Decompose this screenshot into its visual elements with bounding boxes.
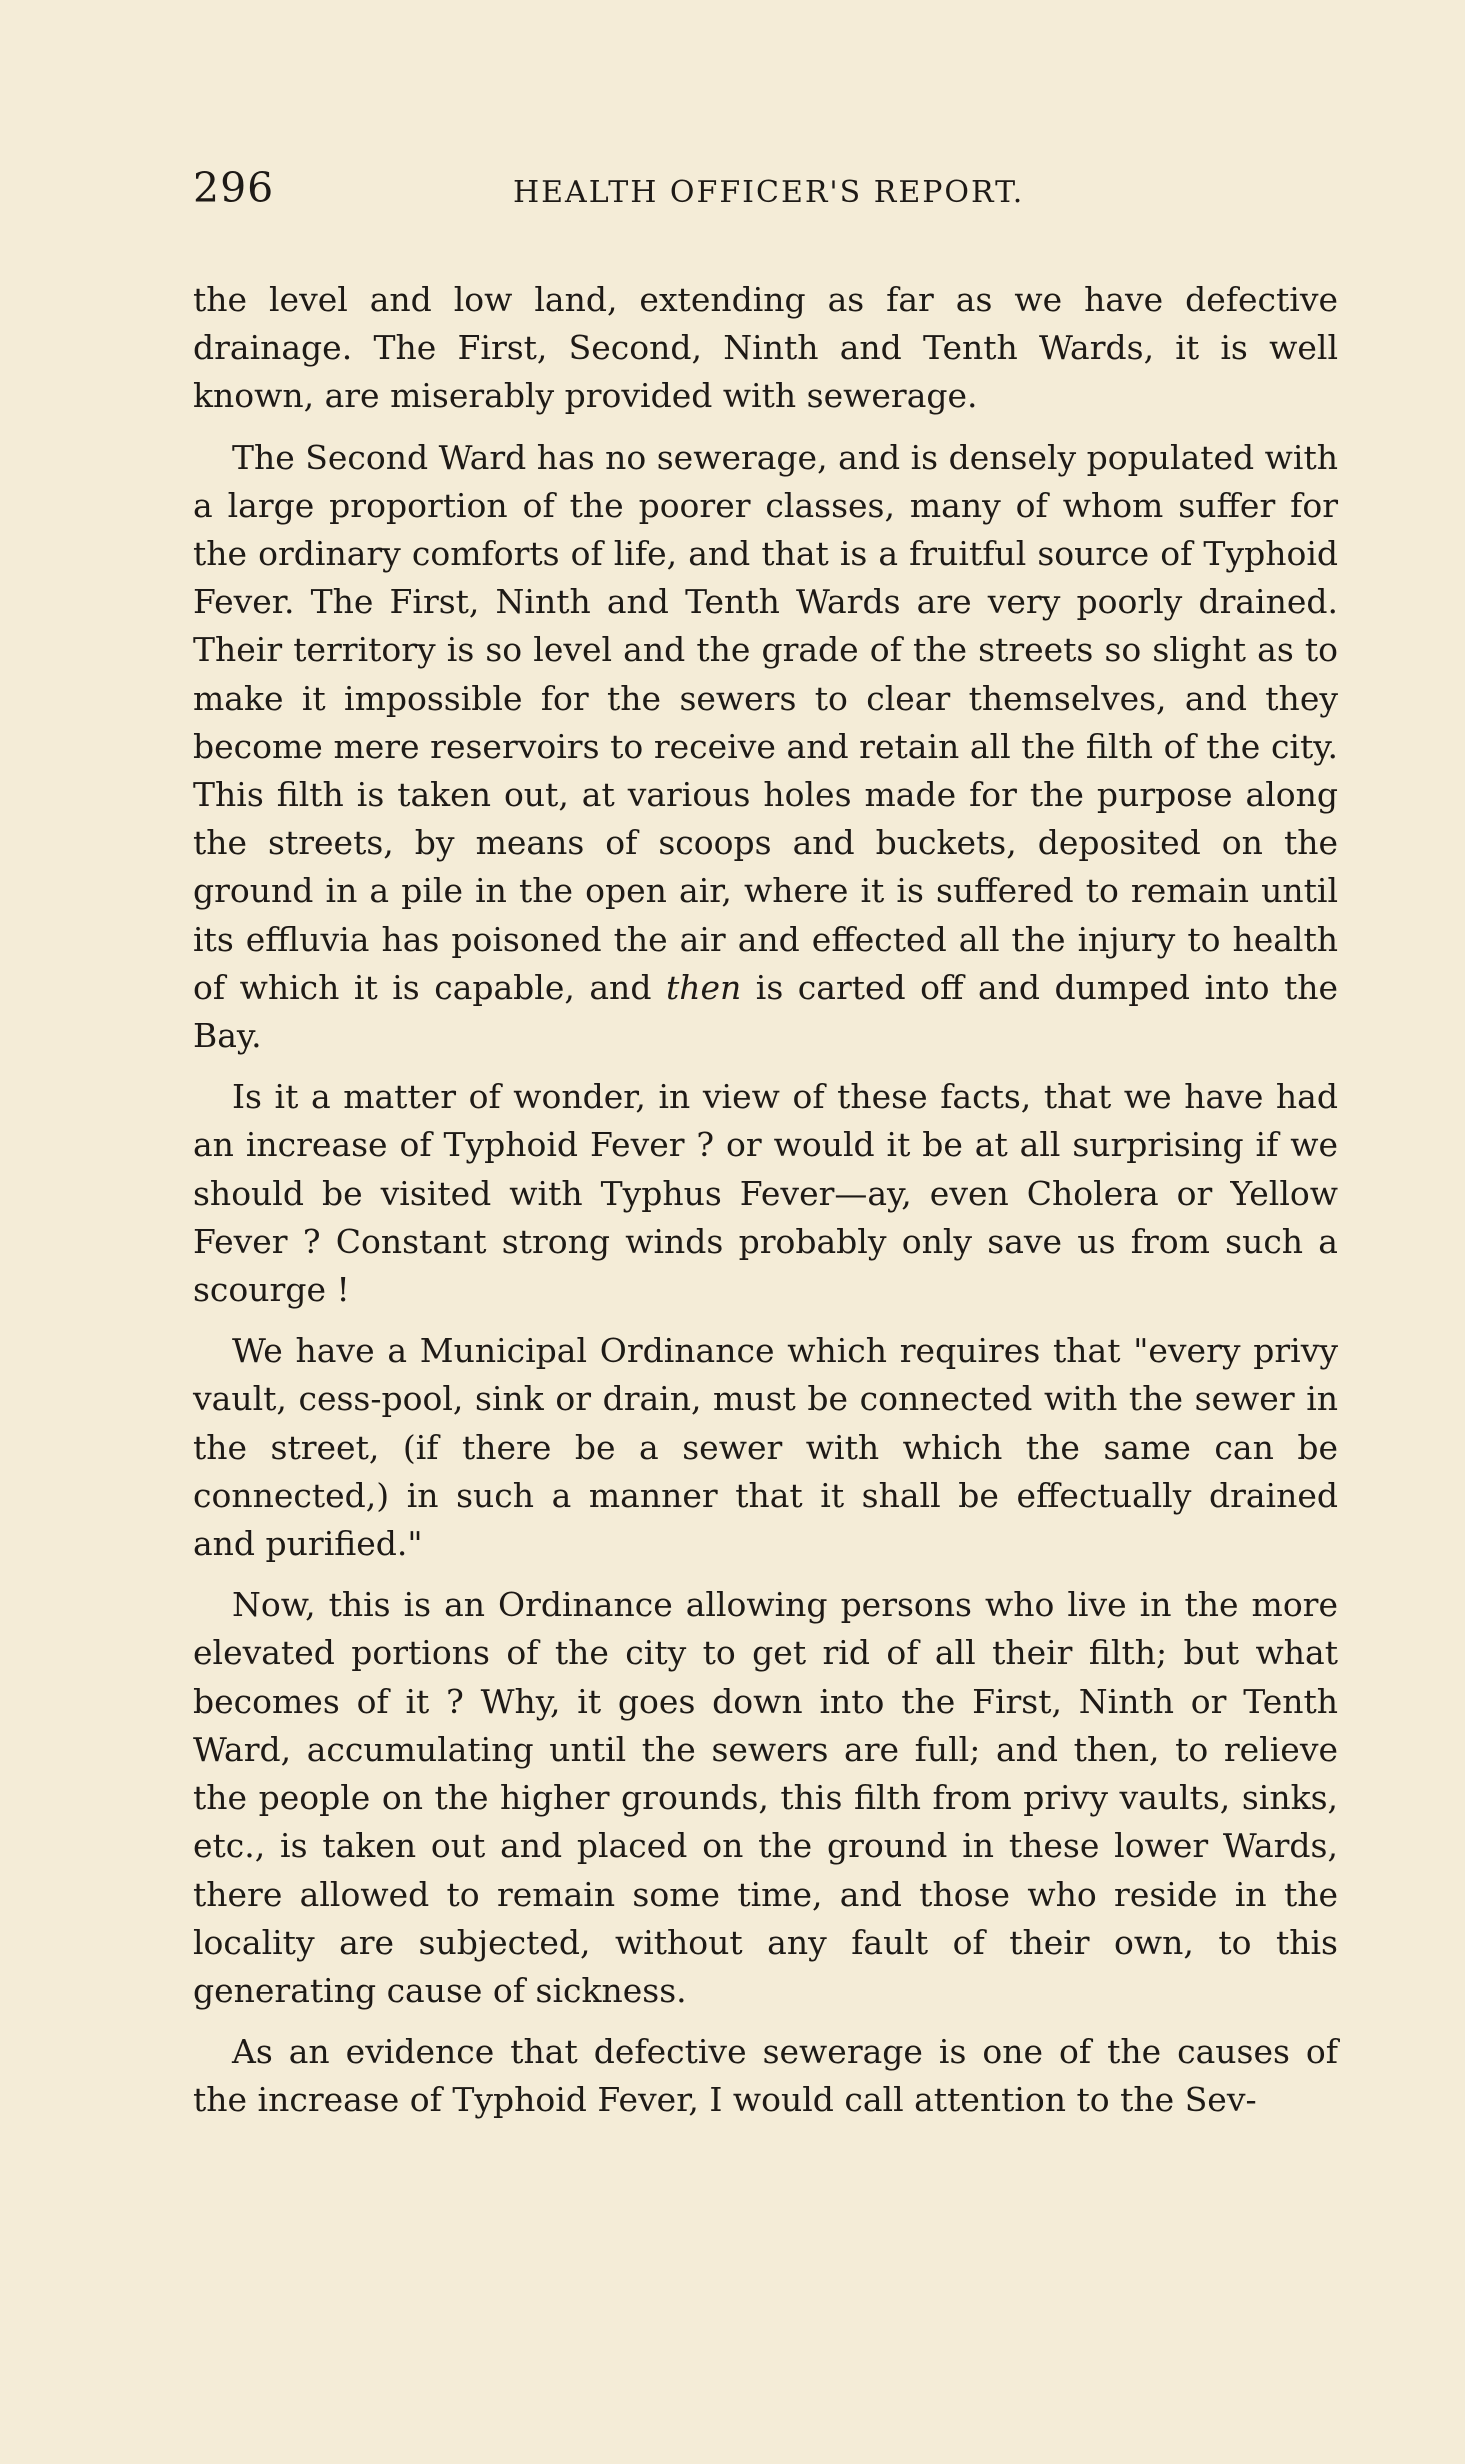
page-number: 296: [193, 164, 275, 212]
paragraph-3: Is it a matter of wonder, in view of these facts, that we have had an increase of Typhoid Fever ? or would it be at all surprising if we should be visited with Typhus Fever—ay, even Cholera or Yellow Fever ? Constant strong winds probably only save us from such a scourge !: [193, 1077, 1338, 1310]
page-header: [193, 164, 1343, 228]
body-text: [193, 276, 1338, 2125]
paragraph-2-italic: then: [665, 967, 742, 1007]
paragraph-5: Now, this is an Ordinance allowing persons who live in the more elevated portions of the city to get rid of all their filth; but what becomes of it ? Why, it goes down into the First, Ninth or Tenth Ward, accumulating until the sewers are full; and then, to relieve the people on the higher grounds, this filth from privy vaults, sinks, etc., is taken out and placed on the ground in these lower Wards, there allowed to remain some time, and those who reside in the locality are subjected, without any fault of their own, to this generating cause of sickness.: [193, 1585, 1338, 2010]
paragraph-2-tail: is carted off and dumped into the Bay.: [193, 967, 1338, 1056]
paragraph-2: [193, 434, 1338, 1061]
paragraph-continued: the level and low land, extending as far as we have defective drainage. The First, Second, Ninth and Tenth Wards, it is well known, are miserably provided with sewerage.: [193, 280, 1338, 416]
running-title: HEALTH OFFICER'S REPORT.: [513, 175, 1025, 210]
paragraph-2-main: The Second Ward has no sewerage, and is densely populated with a large proportion of the poorer classes, many of whom suffer for the ordinary comforts of life, and that is a fruitful source of Typhoid Fever. The First, Ninth and Tenth Wards are very poorly drained. Their territory is so level and the grade of the streets so slight as to make it impossible for the sewers to clear themselves, and they become mere reservoirs to receive and retain all the filth of the city. This filth is taken out, at various holes made for the purpose along the streets, by means of scoops and buckets, deposited on the ground in a pile in the open air, where it is suffered to remain until its effluvia has poisoned the air and effected all the injury to health of which it is capable, and: [193, 437, 1338, 1007]
paragraph-6: As an evidence that defective sewerage is one of the causes of the increase of Typhoid Fever, I would call attention to the Sev-: [193, 2032, 1338, 2120]
paragraph-4: We have a Municipal Ordinance which requires that "every privy vault, cess-pool, sink or drain, must be connected with the sewer in the street, (if there be a sewer with which the same can be connected,) in such a manner that it shall be effectually drained and purified.": [193, 1331, 1338, 1564]
